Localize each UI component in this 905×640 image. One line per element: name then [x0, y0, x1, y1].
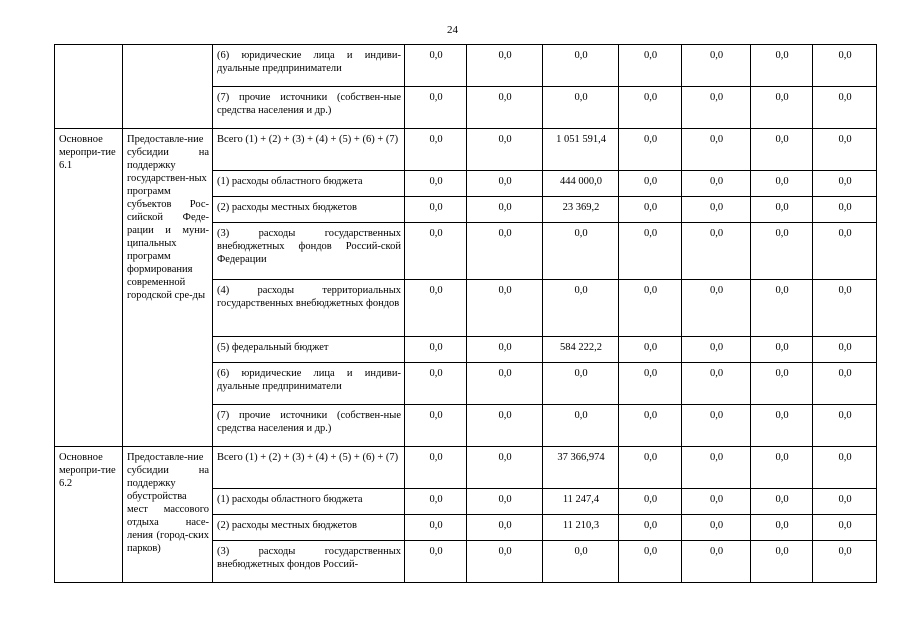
- value-cell: 0,0: [405, 337, 467, 363]
- funding-source-cell: (3) расходы государственных внебюджетных фондов Россий-ской Федерации: [213, 223, 405, 280]
- value-cell: 0,0: [619, 541, 682, 583]
- page-number: 24: [447, 24, 458, 36]
- table-row: [55, 45, 877, 87]
- value-cell: 0,0: [813, 405, 877, 447]
- value-cell: 0,0: [543, 45, 619, 87]
- value-cell: 0,0: [813, 197, 877, 223]
- value-cell: 37 366,974: [543, 447, 619, 489]
- value-cell: 0,0: [467, 197, 543, 223]
- value-cell: 0,0: [467, 129, 543, 171]
- value-cell: 0,0: [543, 363, 619, 405]
- value-cell: 0,0: [682, 171, 751, 197]
- value-cell: 0,0: [619, 45, 682, 87]
- value-cell: 11 247,4: [543, 489, 619, 515]
- value-cell: 0,0: [751, 447, 813, 489]
- funding-source-cell: (1) расходы областного бюджета: [213, 171, 405, 197]
- funding-source-cell: (2) расходы местных бюджетов: [213, 197, 405, 223]
- activity-name-cell: Предоставле-ние субсидии на поддержку государствен-ных программ субъектов Рос-сийской Феде-рации и муни-ципальных программ формирования современной городской сре-ды: [123, 129, 213, 447]
- value-cell: 0,0: [751, 337, 813, 363]
- value-cell: 0,0: [813, 447, 877, 489]
- value-cell: 0,0: [813, 363, 877, 405]
- value-cell: 0,0: [619, 515, 682, 541]
- activity-name-cell: [123, 45, 213, 129]
- value-cell: 0,0: [619, 405, 682, 447]
- value-cell: 0,0: [682, 405, 751, 447]
- value-cell: 0,0: [682, 129, 751, 171]
- value-cell: 0,0: [682, 223, 751, 280]
- value-cell: 0,0: [619, 363, 682, 405]
- value-cell: 0,0: [619, 489, 682, 515]
- value-cell: 444 000,0: [543, 171, 619, 197]
- value-cell: 0,0: [619, 337, 682, 363]
- value-cell: 0,0: [467, 87, 543, 129]
- value-cell: 0,0: [619, 87, 682, 129]
- value-cell: 0,0: [813, 129, 877, 171]
- value-cell: 0,0: [405, 405, 467, 447]
- value-cell: 0,0: [467, 515, 543, 541]
- funding-source-cell: (7) прочие источники (собствен-ные средства населения и др.): [213, 87, 405, 129]
- value-cell: 0,0: [405, 45, 467, 87]
- value-cell: 584 222,2: [543, 337, 619, 363]
- value-cell: 0,0: [543, 223, 619, 280]
- value-cell: 11 210,3: [543, 515, 619, 541]
- value-cell: 0,0: [751, 363, 813, 405]
- value-cell: 0,0: [405, 171, 467, 197]
- activity-name-cell: Предоставле-ние субсидии на поддержку обустройства мест массового отдыха насе-ления (город-ских парков): [123, 447, 213, 583]
- value-cell: 0,0: [467, 171, 543, 197]
- activity-cell: Основное меропри-тие 6.1: [55, 129, 123, 447]
- value-cell: 0,0: [619, 447, 682, 489]
- value-cell: 0,0: [543, 87, 619, 129]
- value-cell: 0,0: [467, 541, 543, 583]
- value-cell: 0,0: [467, 447, 543, 489]
- value-cell: 0,0: [405, 489, 467, 515]
- value-cell: 0,0: [751, 515, 813, 541]
- value-cell: 0,0: [682, 197, 751, 223]
- value-cell: 0,0: [405, 515, 467, 541]
- value-cell: 1 051 591,4: [543, 129, 619, 171]
- funding-table-body: [55, 45, 877, 583]
- value-cell: 23 369,2: [543, 197, 619, 223]
- value-cell: 0,0: [751, 129, 813, 171]
- value-cell: 0,0: [405, 447, 467, 489]
- value-cell: 0,0: [405, 280, 467, 337]
- value-cell: 0,0: [619, 129, 682, 171]
- value-cell: 0,0: [682, 337, 751, 363]
- value-cell: 0,0: [405, 223, 467, 280]
- value-cell: 0,0: [543, 280, 619, 337]
- funding-source-cell: (4) расходы территориальных государственных внебюджетных фондов: [213, 280, 405, 337]
- value-cell: 0,0: [405, 363, 467, 405]
- value-cell: 0,0: [813, 171, 877, 197]
- value-cell: 0,0: [813, 87, 877, 129]
- value-cell: 0,0: [813, 280, 877, 337]
- table-row: [55, 129, 877, 171]
- value-cell: 0,0: [619, 197, 682, 223]
- value-cell: 0,0: [619, 171, 682, 197]
- value-cell: 0,0: [682, 489, 751, 515]
- value-cell: 0,0: [543, 405, 619, 447]
- value-cell: 0,0: [405, 87, 467, 129]
- table-row: [55, 447, 877, 489]
- value-cell: 0,0: [751, 280, 813, 337]
- funding-source-cell: (6) юридические лица и индиви-дуальные предприниматели: [213, 45, 405, 87]
- value-cell: 0,0: [467, 489, 543, 515]
- value-cell: 0,0: [467, 223, 543, 280]
- activity-cell: [55, 45, 123, 129]
- value-cell: 0,0: [619, 223, 682, 280]
- value-cell: 0,0: [751, 197, 813, 223]
- value-cell: 0,0: [543, 541, 619, 583]
- funding-source-cell: Всего (1) + (2) + (3) + (4) + (5) + (6) + (7): [213, 447, 405, 489]
- value-cell: 0,0: [682, 45, 751, 87]
- funding-source-cell: (7) прочие источники (собствен-ные средства населения и др.): [213, 405, 405, 447]
- funding-source-cell: Всего (1) + (2) + (3) + (4) + (5) + (6) + (7): [213, 129, 405, 171]
- value-cell: 0,0: [682, 447, 751, 489]
- value-cell: 0,0: [467, 45, 543, 87]
- value-cell: 0,0: [751, 223, 813, 280]
- funding-source-cell: (3) расходы государственных внебюджетных фондов Россий-: [213, 541, 405, 583]
- value-cell: 0,0: [751, 541, 813, 583]
- funding-source-cell: (1) расходы областного бюджета: [213, 489, 405, 515]
- value-cell: 0,0: [751, 45, 813, 87]
- value-cell: 0,0: [751, 405, 813, 447]
- value-cell: 0,0: [405, 197, 467, 223]
- value-cell: 0,0: [467, 363, 543, 405]
- value-cell: 0,0: [682, 280, 751, 337]
- value-cell: 0,0: [682, 515, 751, 541]
- value-cell: 0,0: [751, 171, 813, 197]
- funding-source-cell: (2) расходы местных бюджетов: [213, 515, 405, 541]
- funding-source-cell: (5) федеральный бюджет: [213, 337, 405, 363]
- value-cell: 0,0: [467, 405, 543, 447]
- value-cell: 0,0: [751, 489, 813, 515]
- funding-table: [54, 44, 877, 583]
- activity-cell: Основное меропри-тие 6.2: [55, 447, 123, 583]
- value-cell: 0,0: [619, 280, 682, 337]
- value-cell: 0,0: [813, 45, 877, 87]
- value-cell: 0,0: [813, 489, 877, 515]
- value-cell: 0,0: [467, 280, 543, 337]
- funding-source-cell: (6) юридические лица и индиви-дуальные предприниматели: [213, 363, 405, 405]
- value-cell: 0,0: [682, 363, 751, 405]
- value-cell: 0,0: [467, 337, 543, 363]
- value-cell: 0,0: [682, 87, 751, 129]
- value-cell: 0,0: [751, 87, 813, 129]
- value-cell: 0,0: [813, 223, 877, 280]
- value-cell: 0,0: [813, 337, 877, 363]
- value-cell: 0,0: [682, 541, 751, 583]
- value-cell: 0,0: [813, 541, 877, 583]
- value-cell: 0,0: [813, 515, 877, 541]
- value-cell: 0,0: [405, 129, 467, 171]
- value-cell: 0,0: [405, 541, 467, 583]
